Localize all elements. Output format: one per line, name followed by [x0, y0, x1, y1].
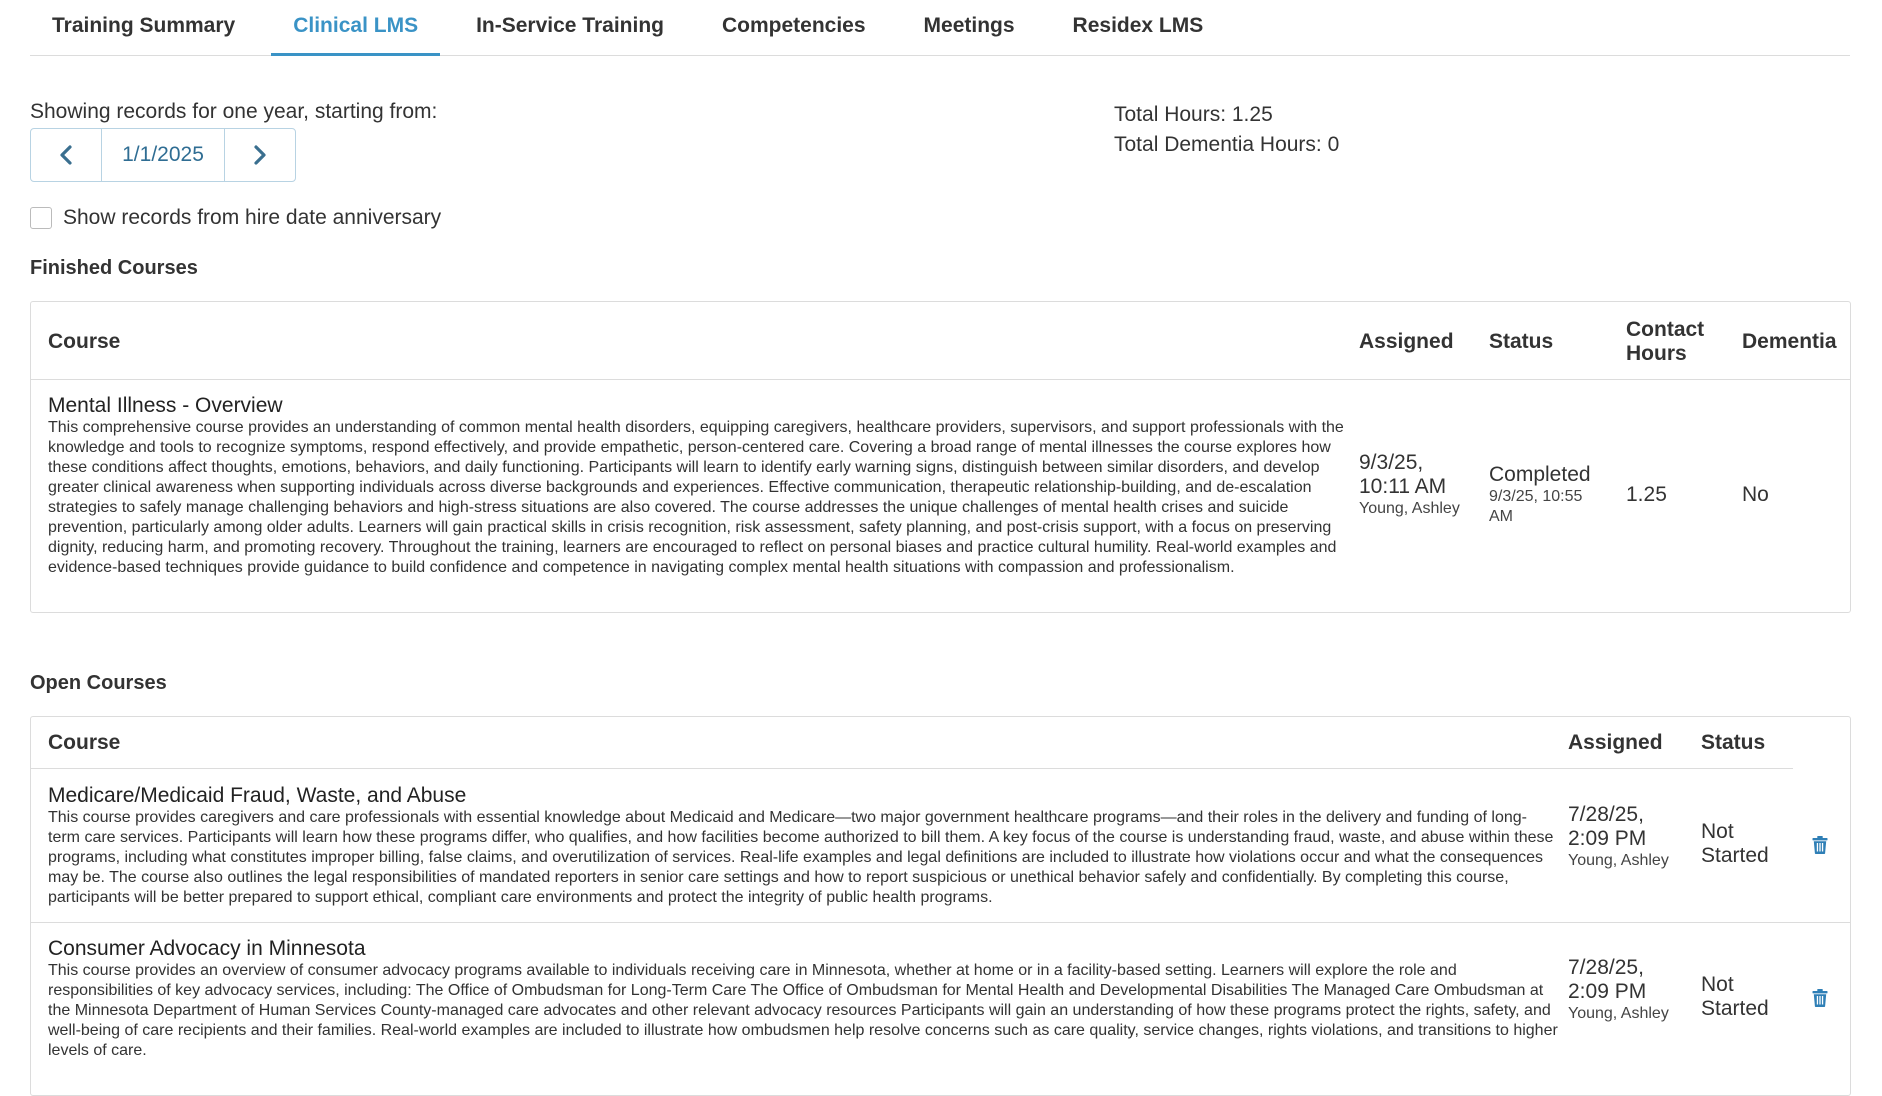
course-name[interactable]: Consumer Advocacy in Minnesota	[48, 937, 366, 960]
date-navigator	[30, 128, 296, 182]
column-contact-hours	[1626, 318, 1704, 366]
total-dementia-hours: Total Dementia Hours: 0	[1114, 133, 1340, 156]
chevron-left-icon	[59, 145, 73, 165]
assigned-by: Young, Ashley	[1568, 852, 1669, 869]
hire-anniversary-option[interactable]	[30, 206, 441, 230]
tab-residex-lms[interactable]: Residex LMS	[1072, 14, 1204, 37]
assigned-cell	[1568, 956, 1678, 1024]
tab-meetings[interactable]: Meetings	[923, 14, 1015, 37]
assigned-date: 9/3/25, 10:11 AM	[1359, 451, 1447, 498]
column-course: Course	[48, 330, 121, 353]
column-assigned: Assigned	[1359, 330, 1454, 353]
tab-training-summary[interactable]: Training Summary	[52, 14, 236, 37]
hire-anniversary-label: Show records from hire date anniversary	[63, 206, 442, 229]
course-name[interactable]: Mental Illness - Overview	[48, 394, 283, 417]
hire-anniversary-checkbox[interactable]	[30, 207, 52, 229]
course-description: This comprehensive course provides an understanding of common mental health disorders, equipping caregivers, healthcare providers, supervisors, and support professionals with the knowledge and tools to recognize symptoms, respond effectively, and provide empathetic, person-centered care. Covering a broad range of mental illnesses the course explores how these conditions affect thoughts, emotions, behaviors, and daily functioning. Participants will learn to identify early warning signs, distinguish between similar disorders, and develop greater clinical awareness when supporting individuals across diverse backgrounds and experiences. Effective communication, therapeutic relationship-building, and de-escalation strategies to safely manage challenging behaviors and high-stress situations are also covered. The course addresses the unique challenges of mental health crises and suicide prevention, particularly among older adults. Learners will gain practical skills in crisis recognition, risk assessment, safety planning, and post-crisis support, with a focus on preserving dignity, reducing harm, and promoting recovery. Throughout the training, learners are encouraged to reflect on personal biases and practice cultural humility. Real-world examples and evidence-based techniques provide guidance to build confidence and competence in navigating complex mental health situations with compassion and professionalism.	[48, 419, 1344, 576]
assigned-date: 7/28/25, 2:09 PM	[1568, 956, 1647, 1003]
delete-course-button[interactable]	[1812, 836, 1828, 859]
table-row[interactable]	[31, 380, 1850, 612]
column-status: Status	[1701, 731, 1766, 754]
column-assigned: Assigned	[1568, 731, 1663, 754]
column-status: Status	[1489, 330, 1554, 353]
trash-icon	[1812, 989, 1828, 1007]
delete-course-button[interactable]	[1812, 989, 1828, 1012]
tab-clinical-lms[interactable]: Clinical LMS	[271, 0, 440, 56]
assigned-by: Young, Ashley	[1568, 1005, 1669, 1022]
status-cell	[1489, 463, 1607, 527]
course-name[interactable]: Medicare/Medicaid Fraud, Waste, and Abuse	[48, 784, 467, 807]
tab-in-service-training[interactable]: In-Service Training	[476, 14, 664, 37]
contact-hours-value: 1.25	[1626, 483, 1667, 506]
table-row[interactable]	[31, 769, 1850, 923]
assigned-cell	[1568, 803, 1678, 871]
finished-courses-table	[30, 301, 1851, 613]
table-header	[31, 302, 1850, 380]
status-date: 9/3/25, 10:55 AM	[1489, 488, 1583, 525]
previous-year-button[interactable]	[31, 129, 101, 181]
total-hours: Total Hours: 1.25	[1114, 103, 1273, 126]
showing-records-label: Showing records for one year, starting from:	[30, 100, 438, 123]
trash-icon	[1812, 836, 1828, 854]
course-description: This course provides caregivers and care professionals with essential knowledge about Medicaid and Medicare—two major government healthcare programs—and their roles in the delivery and funding of long-term care services. Participants will learn how these programs differ, who qualifies, and how facilities become authorized to bill them. A key focus of the course is understanding fraud, waste, and abuse within these programs, including what constitutes improper billing, false claims, and overutilization of services. Real-life examples and legal definitions are included to illustrate how violations occur and what the consequences may be. The course also outlines the legal responsibilities of mandated reporters in senior care settings and how to report suspicious or unethical behavior safely and confidentially. By completing this course, participants will be better prepared to support ethical, compliant care environments and protect the integrity of public health programs.	[48, 809, 1554, 906]
totals-panel	[1114, 100, 1339, 160]
column-contact-hours-line1: Contact	[1626, 318, 1705, 341]
assigned-date: 7/28/25, 2:09 PM	[1568, 803, 1647, 850]
assigned-cell	[1359, 451, 1469, 519]
finished-courses-title: Finished Courses	[30, 257, 198, 279]
assigned-by: Young, Ashley	[1359, 500, 1460, 517]
column-contact-hours-line2: Hours	[1626, 342, 1687, 365]
tab-bar	[30, 0, 1850, 56]
table-header	[31, 717, 1793, 769]
course-description: This course provides an overview of consumer advocacy programs available to individuals receiving care in Minnesota, whether at home or in a facility-based setting. Learners will explore the role and responsibilities of key advocacy services, including: The Office of Ombudsman for Long-Term Care The Office of Ombudsman for Mental Health and Developmental Disabilities The Managed Care Ombudsman at the Minnesota Department of Human Services County-managed care advocates and other relevant advocacy resources Participants will gain an understanding of how these programs protect the rights, safety, and well-being of care recipients and their families. Real-world examples are included to illustrate how ombudsmen help resolve concerns such as care quality, service changes, rights violations, and transitions to higher levels of care.	[48, 962, 1558, 1059]
status-text: Not Started	[1701, 820, 1769, 867]
open-courses-title: Open Courses	[30, 672, 167, 694]
open-courses-table	[30, 716, 1851, 1096]
table-row[interactable]	[31, 923, 1850, 1077]
tab-competencies[interactable]: Competencies	[721, 14, 866, 37]
start-date-value[interactable]: 1/1/2025	[101, 129, 225, 181]
next-year-button[interactable]	[225, 129, 295, 181]
chevron-right-icon	[253, 145, 267, 165]
status-text: Not Started	[1701, 973, 1769, 1020]
column-dementia: Dementia	[1742, 330, 1837, 353]
status-text: Completed	[1489, 463, 1591, 486]
column-course: Course	[48, 731, 121, 754]
dementia-value: No	[1742, 483, 1769, 506]
